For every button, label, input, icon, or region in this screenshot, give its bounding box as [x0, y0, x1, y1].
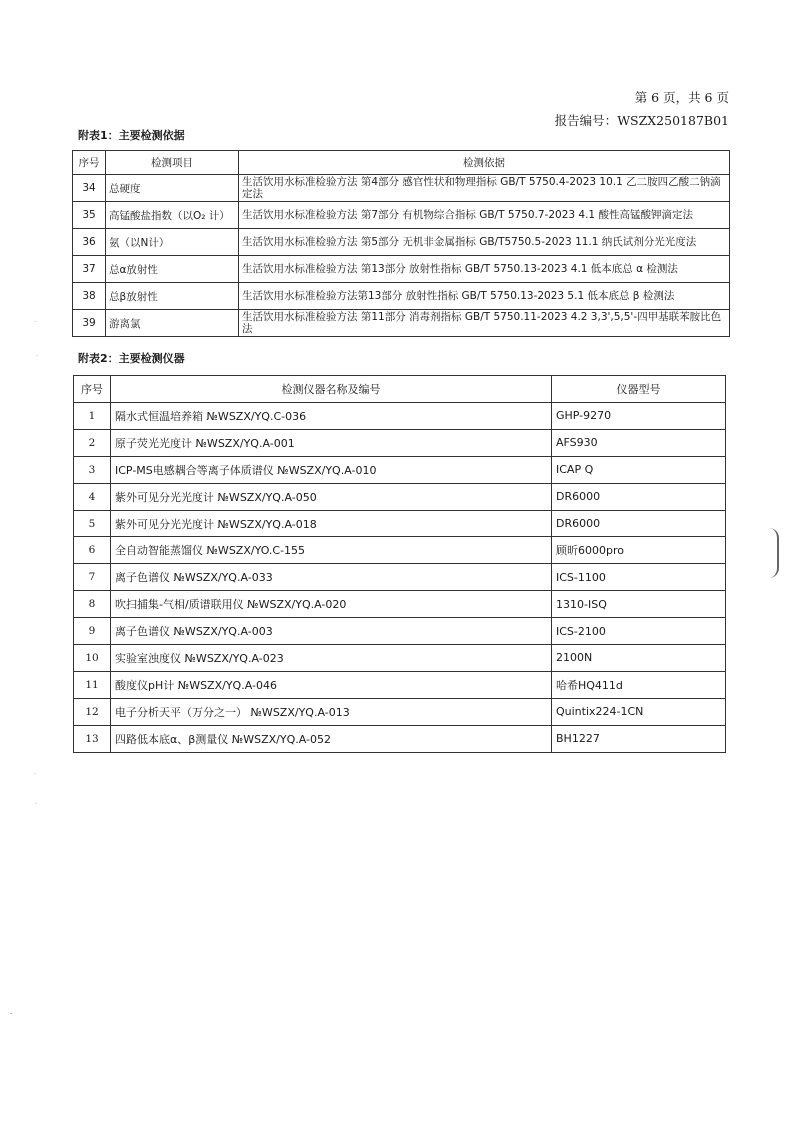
column-header: 序号 — [74, 376, 111, 403]
instrument-name-cell: 实验室浊度仪 №WSZX/YQ.A-023 — [111, 645, 552, 672]
model-cell: GHP-9270 — [552, 403, 726, 430]
instrument-name-cell: 离子色谱仪 №WSZX/YQ.A-003 — [111, 618, 552, 645]
seq-cell: 13 — [74, 725, 111, 752]
seq-cell: 34 — [73, 175, 106, 202]
column-header: 检测项目 — [106, 151, 239, 175]
model-cell: DR6000 — [552, 510, 726, 537]
basis-table — [72, 150, 730, 337]
column-header: 仪器型号 — [552, 376, 726, 403]
seq-cell: 4 — [74, 483, 111, 510]
scan-mark: · — [36, 352, 39, 360]
table-row — [74, 725, 726, 752]
table-row — [74, 429, 726, 456]
seq-cell: 3 — [74, 456, 111, 483]
seq-cell: 12 — [74, 698, 111, 725]
item-cell: 氨（以N计） — [106, 229, 239, 256]
seq-cell: 10 — [74, 645, 111, 672]
binding-hole-arc — [767, 528, 779, 578]
report-number-value: WSZX250187B01 — [617, 113, 729, 128]
table-row — [73, 202, 730, 229]
basis-cell: 生活饮用水标准检验方法 第4部分 感官性状和物理指标 GB/T 5750.4-2023 10.1 乙二胺四乙酸二钠滴定法 — [239, 175, 730, 202]
seq-cell: 2 — [74, 429, 111, 456]
table-row — [73, 310, 730, 337]
column-header: 检测依据 — [239, 151, 730, 175]
report-number-label: 报告编号： — [554, 113, 618, 128]
model-cell: AFS930 — [552, 429, 726, 456]
instrument-name-cell: 酸度仪pH计 №WSZX/YQ.A-046 — [111, 671, 552, 698]
table-row — [74, 618, 726, 645]
table-row — [74, 456, 726, 483]
model-cell: ICS-2100 — [552, 618, 726, 645]
table-row — [74, 591, 726, 618]
table-row — [74, 564, 726, 591]
table-row — [74, 671, 726, 698]
table2-title: 附表2：主要检测仪器 — [78, 352, 185, 365]
instrument-name-cell: 紫外可见分光光度计 №WSZX/YQ.A-050 — [111, 483, 552, 510]
instrument-name-cell: 紫外可见分光光度计 №WSZX/YQ.A-018 — [111, 510, 552, 537]
seq-cell: 38 — [73, 283, 106, 310]
basis-cell: 生活饮用水标准检验方法 第7部分 有机物综合指标 GB/T 5750.7-2023 4.1 酸性高锰酸钾滴定法 — [239, 202, 730, 229]
model-cell: 顾昕6000pro — [552, 537, 726, 564]
table-header-row — [74, 376, 726, 403]
seq-cell: 35 — [73, 202, 106, 229]
column-header: 检测仪器名称及编号 — [111, 376, 552, 403]
seq-cell: 11 — [74, 671, 111, 698]
seq-cell: 1 — [74, 403, 111, 430]
model-cell: DR6000 — [552, 483, 726, 510]
table-row — [74, 403, 726, 430]
model-cell: 1310-ISQ — [552, 591, 726, 618]
seq-cell: 9 — [74, 618, 111, 645]
table-row — [74, 645, 726, 672]
instrument-table — [73, 375, 726, 753]
seq-cell: 5 — [74, 510, 111, 537]
instrument-name-cell: ICP-MS电感耦合等离子体质谱仪 №WSZX/YQ.A-010 — [111, 456, 552, 483]
scan-mark: · — [10, 1010, 13, 1018]
table-row — [74, 537, 726, 564]
model-cell: ICAP Q — [552, 456, 726, 483]
table-row — [74, 698, 726, 725]
instrument-name-cell: 隔水式恒温培养箱 №WSZX/YQ.C-036 — [111, 403, 552, 430]
item-cell: 高锰酸盐指数（以O₂ 计） — [106, 202, 239, 229]
model-cell: 2100N — [552, 645, 726, 672]
page-info: 第 6 页，共 6 页 — [634, 90, 729, 105]
seq-cell: 37 — [73, 256, 106, 283]
instrument-name-cell: 全自动智能蒸馏仪 №WSZX/YO.C-155 — [111, 537, 552, 564]
seq-cell: 7 — [74, 564, 111, 591]
scan-mark: · — [35, 800, 38, 808]
table-row — [74, 483, 726, 510]
table1-title: 附表1：主要检测依据 — [78, 129, 185, 142]
instrument-name-cell: 电子分析天平（万分之一） №WSZX/YQ.A-013 — [111, 698, 552, 725]
basis-cell: 生活饮用水标准检验方法 第13部分 放射性指标 GB/T 5750.13-2023 4.1 低本底总 α 检测法 — [239, 256, 730, 283]
seq-cell: 36 — [73, 229, 106, 256]
basis-cell: 生活饮用水标准检验方法第13部分 放射性指标 GB/T 5750.13-2023 5.1 低本底总 β 检测法 — [239, 283, 730, 310]
scan-mark: · — [34, 770, 37, 778]
model-cell: Quintix224-1CN — [552, 698, 726, 725]
report-number — [555, 109, 729, 132]
table-header-row — [73, 151, 730, 175]
item-cell: 总硬度 — [106, 175, 239, 202]
model-cell: BH1227 — [552, 725, 726, 752]
item-cell: 总α放射性 — [106, 256, 239, 283]
table-row — [74, 510, 726, 537]
seq-cell: 6 — [74, 537, 111, 564]
table-row — [73, 256, 730, 283]
instrument-name-cell: 四路低本底α、β测量仪 №WSZX/YQ.A-052 — [111, 725, 552, 752]
instrument-name-cell: 离子色谱仪 №WSZX/YQ.A-033 — [111, 564, 552, 591]
scan-mark: · — [34, 318, 37, 326]
model-cell: 哈希HQ411d — [552, 671, 726, 698]
item-cell: 游离氯 — [106, 310, 239, 337]
basis-cell: 生活饮用水标准检验方法 第5部分 无机非金属指标 GB/T5750.5-2023 11.1 纳氏试剂分光光度法 — [239, 229, 730, 256]
instrument-name-cell: 吹扫捕集-气相/质谱联用仪 №WSZX/YQ.A-020 — [111, 591, 552, 618]
basis-cell: 生活饮用水标准检验方法 第11部分 消毒剂指标 GB/T 5750.11-2023 4.2 3,3',5,5'-四甲基联苯胺比色法 — [239, 310, 730, 337]
seq-cell: 39 — [73, 310, 106, 337]
table-row — [73, 283, 730, 310]
table-row — [73, 229, 730, 256]
page-header — [555, 86, 729, 132]
seq-cell: 8 — [74, 591, 111, 618]
table-row — [73, 175, 730, 202]
column-header: 序号 — [73, 151, 106, 175]
model-cell: ICS-1100 — [552, 564, 726, 591]
item-cell: 总β放射性 — [106, 283, 239, 310]
instrument-name-cell: 原子荧光光度计 №WSZX/YQ.A-001 — [111, 429, 552, 456]
